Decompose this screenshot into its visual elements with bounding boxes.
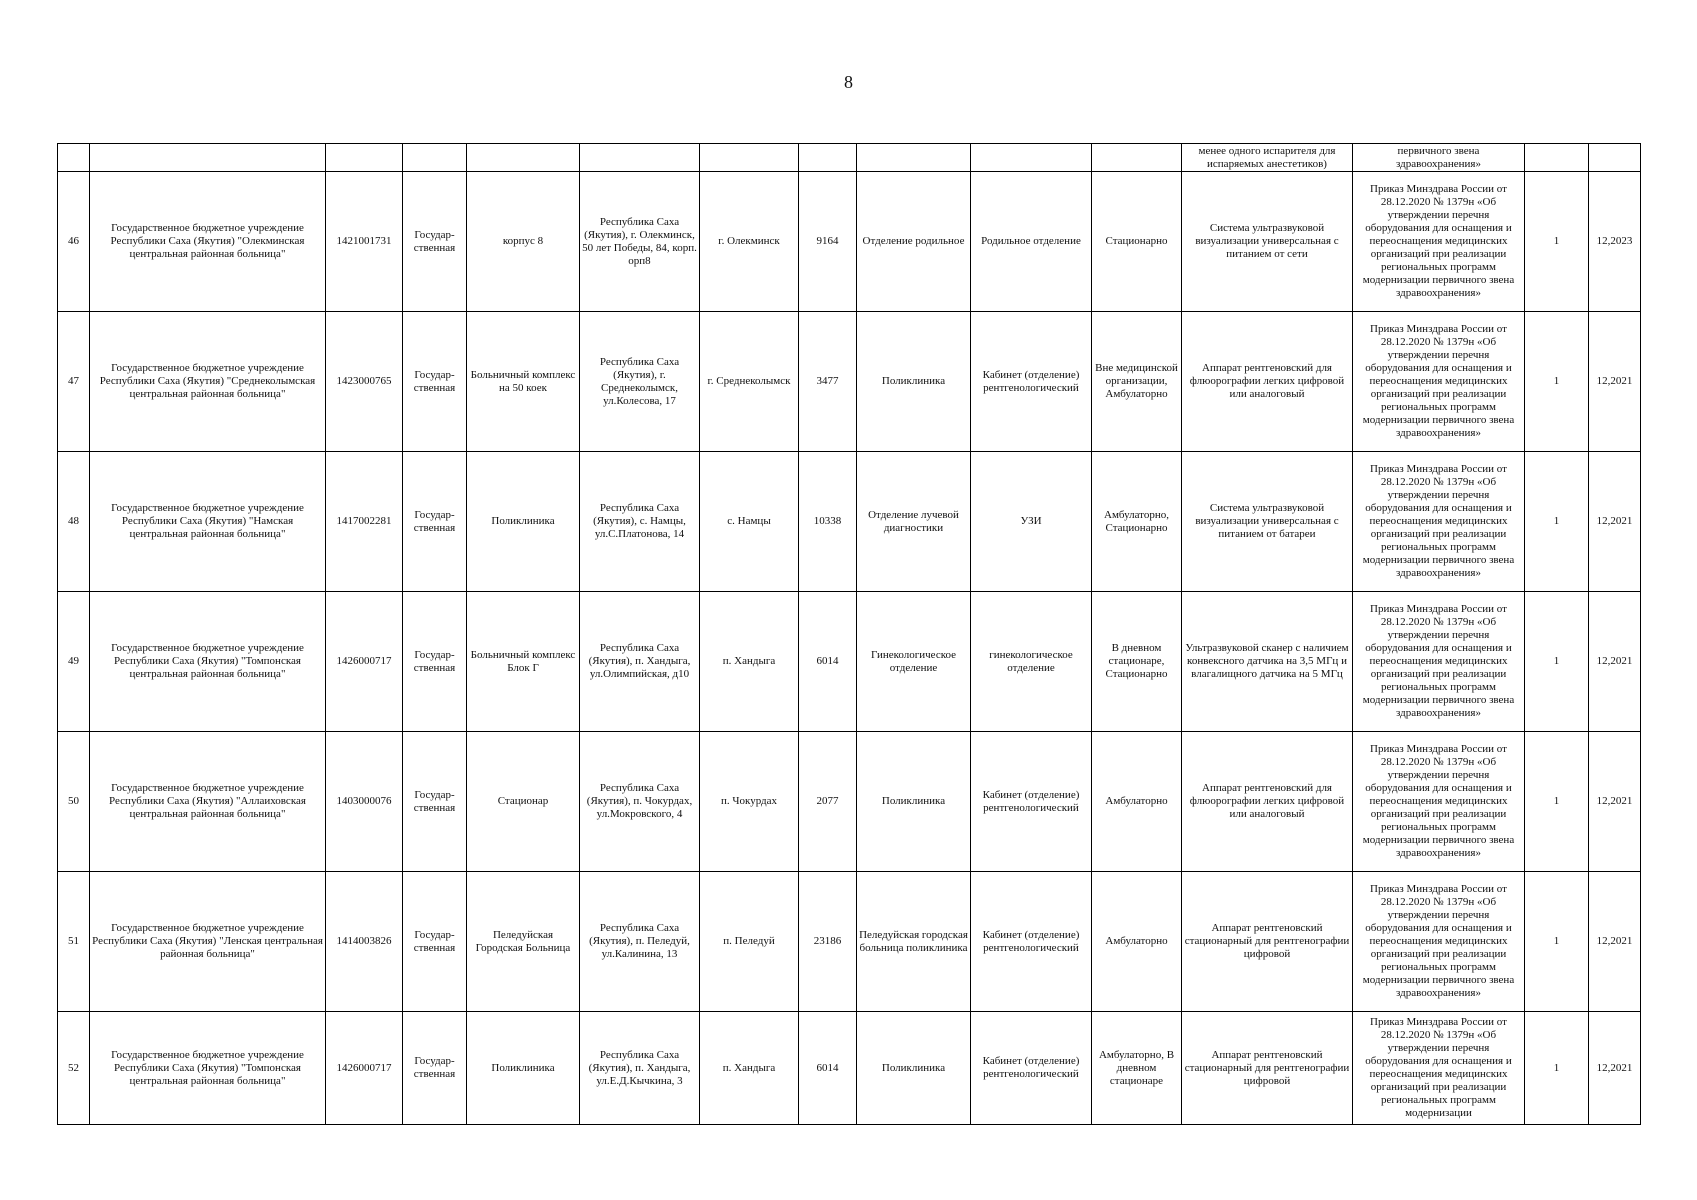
cell-no: 51 (58, 872, 90, 1012)
table-row (58, 872, 1641, 1012)
cell-equipment: Аппарат рентгеновский для флюорографии легких цифровой или аналоговый (1182, 312, 1353, 452)
cell-date: 12,2021 (1589, 312, 1641, 452)
cell-quantity: 1 (1525, 312, 1589, 452)
cell-settlement: г. Среднеколымск (700, 312, 799, 452)
equipment-table (57, 143, 1641, 1125)
cell-unit: УЗИ (971, 452, 1092, 592)
cell-quantity: 1 (1525, 872, 1589, 1012)
cell-building: Поликлиника (467, 452, 580, 592)
cell-population: 3477 (799, 312, 857, 452)
cell-order: Приказ Минздрава России от 28.12.2020 № 1379н «Об утверждении перечня оборудования для оснащения и переоснащения медицинских организаций при реализации региональных программ модернизации (1353, 1012, 1525, 1125)
cell-equipment: Система ультразвуковой визуализации универсальная с питанием от сети (1182, 172, 1353, 312)
cell-unit: Кабинет (отделение) рентгенологический (971, 312, 1092, 452)
table-row (58, 312, 1641, 452)
cell-equipment: Аппарат рентгеновский для флюорографии легких цифровой или аналоговый (1182, 732, 1353, 872)
cell-organization: Государственное бюджетное учреждение Республики Саха (Якутия) "Ленская центральная районная больница" (90, 872, 326, 1012)
cell-population (799, 144, 857, 172)
cell-quantity: 1 (1525, 452, 1589, 592)
cell-equipment: менее одного испарителя для испаряемых анестетиков) (1182, 144, 1353, 172)
table-row (58, 172, 1641, 312)
cell-organization: Государственное бюджетное учреждение Республики Саха (Якутия) "Аллаиховская центральная районная больница" (90, 732, 326, 872)
cell-population: 6014 (799, 1012, 857, 1125)
cell-care-form (1092, 144, 1182, 172)
cell-inn: 1423000765 (326, 312, 403, 452)
cell-order: Приказ Минздрава России от 28.12.2020 № 1379н «Об утверждении перечня оборудования для оснащения и переоснащения медицинских организаций при реализации региональных программ модернизации первичного звена здравоохранения» (1353, 592, 1525, 732)
cell-no: 48 (58, 452, 90, 592)
cell-quantity: 1 (1525, 1012, 1589, 1125)
cell-order: первичного звена здравоохранения» (1353, 144, 1525, 172)
cell-care-form: Стационарно (1092, 172, 1182, 312)
cell-address: Республика Саха (Якутия), п. Пеледуй, ул.Калинина, 13 (580, 872, 700, 1012)
cell-quantity: 1 (1525, 592, 1589, 732)
cell-address: Республика Саха (Якутия), п. Хандыга, ул.Е.Д.Кычкина, 3 (580, 1012, 700, 1125)
cell-equipment: Ультразвуковой сканер с наличием конвексного датчика на 3,5 МГц и влагалищного датчика на 5 МГц (1182, 592, 1353, 732)
cell-organization: Государственное бюджетное учреждение Республики Саха (Якутия) "Среднеколымская центральная районная больница" (90, 312, 326, 452)
cell-address: Республика Саха (Якутия), г. Олекминск, 50 лет Победы, 84, корп. орп8 (580, 172, 700, 312)
cell-ownership: Государ-ственная (403, 732, 467, 872)
cell-inn (326, 144, 403, 172)
cell-settlement (700, 144, 799, 172)
cell-ownership: Государ-ственная (403, 172, 467, 312)
cell-quantity: 1 (1525, 172, 1589, 312)
cell-settlement: п. Хандыга (700, 1012, 799, 1125)
cell-no (58, 144, 90, 172)
cell-department (857, 144, 971, 172)
cell-care-form: Амбулаторно, В дневном стационаре (1092, 1012, 1182, 1125)
cell-unit: Кабинет (отделение) рентгенологический (971, 872, 1092, 1012)
cell-settlement: с. Намцы (700, 452, 799, 592)
cell-address: Республика Саха (Якутия), п. Хандыга, ул.Олимпийская, д10 (580, 592, 700, 732)
cell-ownership: Государ-ственная (403, 312, 467, 452)
cell-population: 23186 (799, 872, 857, 1012)
cell-date: 12,2021 (1589, 592, 1641, 732)
table-row (58, 452, 1641, 592)
cell-ownership (403, 144, 467, 172)
table-row (58, 732, 1641, 872)
cell-organization: Государственное бюджетное учреждение Республики Саха (Якутия) "Олекминская центральная районная больница" (90, 172, 326, 312)
cell-inn: 1426000717 (326, 1012, 403, 1125)
cell-order: Приказ Минздрава России от 28.12.2020 № 1379н «Об утверждении перечня оборудования для оснащения и переоснащения медицинских организаций при реализации региональных программ модернизации первичного звена здравоохранения» (1353, 172, 1525, 312)
cell-equipment: Система ультразвуковой визуализации универсальная с питанием от батареи (1182, 452, 1353, 592)
table-row (58, 592, 1641, 732)
cell-date: 12,2021 (1589, 452, 1641, 592)
cell-population: 9164 (799, 172, 857, 312)
cell-unit: Родильное отделение (971, 172, 1092, 312)
cell-order: Приказ Минздрава России от 28.12.2020 № 1379н «Об утверждении перечня оборудования для оснащения и переоснащения медицинских организаций при реализации региональных программ модернизации первичного звена здравоохранения» (1353, 312, 1525, 452)
cell-department: Отделение лучевой диагностики (857, 452, 971, 592)
cell-order: Приказ Минздрава России от 28.12.2020 № 1379н «Об утверждении перечня оборудования для оснащения и переоснащения медицинских организаций при реализации региональных программ модернизации первичного звена здравоохранения» (1353, 732, 1525, 872)
cell-ownership: Государ-ственная (403, 872, 467, 1012)
cell-building: Больничный комплекс Блок Г (467, 592, 580, 732)
cell-building: корпус 8 (467, 172, 580, 312)
cell-settlement: п. Чокурдах (700, 732, 799, 872)
cell-population: 10338 (799, 452, 857, 592)
cell-address: Республика Саха (Якутия), п. Чокурдах, ул.Мокровского, 4 (580, 732, 700, 872)
cell-no: 46 (58, 172, 90, 312)
cell-inn: 1403000076 (326, 732, 403, 872)
cell-care-form: Амбулаторно (1092, 872, 1182, 1012)
cell-building: Больничный комплекс на 50 коек (467, 312, 580, 452)
cell-quantity: 1 (1525, 732, 1589, 872)
cell-building: Поликлиника (467, 1012, 580, 1125)
cell-organization: Государственное бюджетное учреждение Республики Саха (Якутия) "Томпонская центральная районная больница" (90, 1012, 326, 1125)
cell-inn: 1414003826 (326, 872, 403, 1012)
cell-building: Пеледуйская Городская Больница (467, 872, 580, 1012)
cell-unit (971, 144, 1092, 172)
cell-settlement: п. Пеледуй (700, 872, 799, 1012)
cell-address (580, 144, 700, 172)
cell-date: 12,2023 (1589, 172, 1641, 312)
cell-unit: Кабинет (отделение) рентгенологический (971, 732, 1092, 872)
page-number: 8 (844, 72, 853, 92)
cell-ownership: Государ-ственная (403, 592, 467, 732)
cell-no: 47 (58, 312, 90, 452)
cell-inn: 1421001731 (326, 172, 403, 312)
table-row (58, 1012, 1641, 1125)
cell-care-form: Вне медицинской организации, Амбулаторно (1092, 312, 1182, 452)
cell-care-form: Амбулаторно (1092, 732, 1182, 872)
cell-building: Стационар (467, 732, 580, 872)
cell-equipment: Аппарат рентгеновский стационарный для рентгенографии цифровой (1182, 1012, 1353, 1125)
cell-date: 12,2021 (1589, 732, 1641, 872)
cell-ownership: Государ-ственная (403, 452, 467, 592)
cell-department: Отделение родильное (857, 172, 971, 312)
cell-date (1589, 144, 1641, 172)
cell-no: 52 (58, 1012, 90, 1125)
cell-unit: гинекологическое отделение (971, 592, 1092, 732)
cell-settlement: п. Хандыга (700, 592, 799, 732)
cell-inn: 1417002281 (326, 452, 403, 592)
cell-no: 49 (58, 592, 90, 732)
cell-settlement: г. Олекминск (700, 172, 799, 312)
cell-department: Поликлиника (857, 312, 971, 452)
cell-ownership: Государ-ственная (403, 1012, 467, 1125)
cell-department: Пеледуйская городская больница поликлиника (857, 872, 971, 1012)
cell-unit: Кабинет (отделение) рентгенологический (971, 1012, 1092, 1125)
cell-inn: 1426000717 (326, 592, 403, 732)
continuation-row (58, 144, 1641, 172)
cell-quantity (1525, 144, 1589, 172)
cell-department: Гинекологическое отделение (857, 592, 971, 732)
cell-department: Поликлиника (857, 1012, 971, 1125)
cell-department: Поликлиника (857, 732, 971, 872)
cell-organization: Государственное бюджетное учреждение Республики Саха (Якутия) "Намская центральная районная больница" (90, 452, 326, 592)
cell-organization: Государственное бюджетное учреждение Республики Саха (Якутия) "Томпонская центральная районная больница" (90, 592, 326, 732)
cell-population: 2077 (799, 732, 857, 872)
cell-address: Республика Саха (Якутия), с. Намцы, ул.С.Платонова, 14 (580, 452, 700, 592)
cell-organization (90, 144, 326, 172)
cell-no: 50 (58, 732, 90, 872)
cell-population: 6014 (799, 592, 857, 732)
cell-building (467, 144, 580, 172)
cell-order: Приказ Минздрава России от 28.12.2020 № 1379н «Об утверждении перечня оборудования для оснащения и переоснащения медицинских организаций при реализации региональных программ модернизации первичного звена здравоохранения» (1353, 872, 1525, 1012)
cell-order: Приказ Минздрава России от 28.12.2020 № 1379н «Об утверждении перечня оборудования для оснащения и переоснащения медицинских организаций при реализации региональных программ модернизации первичного звена здравоохранения» (1353, 452, 1525, 592)
cell-equipment: Аппарат рентгеновский стационарный для рентгенографии цифровой (1182, 872, 1353, 1012)
cell-date: 12,2021 (1589, 1012, 1641, 1125)
cell-care-form: Амбулаторно, Стационарно (1092, 452, 1182, 592)
cell-date: 12,2021 (1589, 872, 1641, 1012)
cell-care-form: В дневном стационаре, Стационарно (1092, 592, 1182, 732)
cell-address: Республика Саха (Якутия), г. Среднеколымск, ул.Колесова, 17 (580, 312, 700, 452)
